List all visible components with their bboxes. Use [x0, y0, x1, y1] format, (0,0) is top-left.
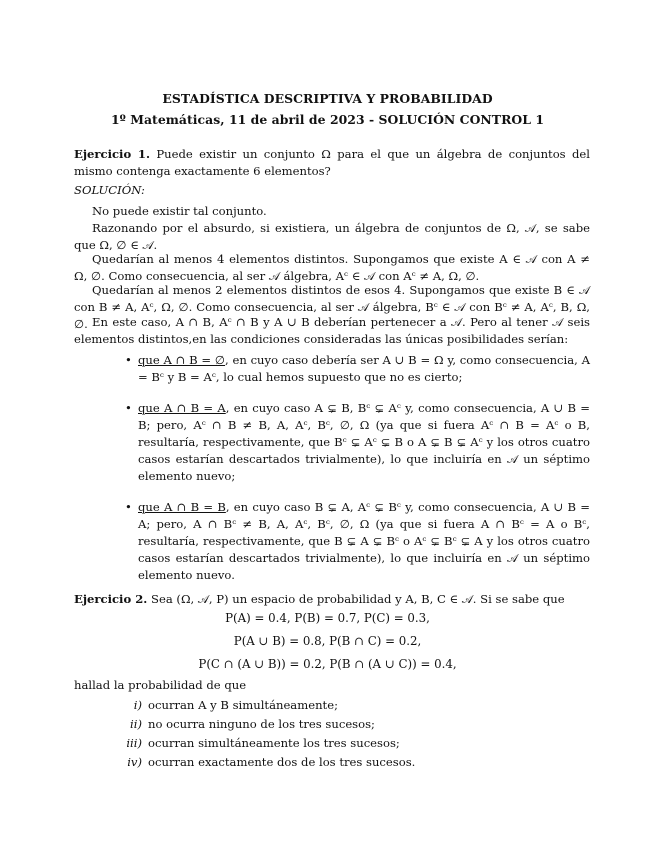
list-item: [110, 753, 590, 772]
solution-paragraph-1: No puede existir tal conjunto.: [92, 204, 267, 218]
item-number: ii): [130, 717, 142, 731]
case-text: , en cuyo caso B ⊊ A, Aᶜ ⊊ Bᶜ y, como consecuencia, A ∪ B = A; pero, A ∩ Bᶜ ≠ B, A, Aᶜ, Bᶜ, ∅, Ω (ya que si fuera A ∩ Bᶜ = A o Bᶜ, resultaría, respectivamente, que B ⊊ A ⊊ Bᶜ o Aᶜ ⊊ Bᶜ ⊊ A y los otros cuatro casos estarían descartados trivialmente), lo que incluiría en 𝒜 un séptimo elemento nuevo.: [138, 500, 590, 582]
case-text: , en cuyo caso debería ser A ∪ B = Ω y, como consecuencia, A = Bᶜ y B = Aᶜ, lo cual hemos supuesto que no es cierto;: [138, 353, 590, 384]
solution-paragraph-5: En este caso, A ∩ B, Aᶜ ∩ B y A ∪ B deberían pertenecer a 𝒜. Pero al tener 𝒜 seis elementos distintos,en las condiciones consideradas las únicas posibilidades serían:: [74, 315, 590, 346]
list-item: [110, 696, 590, 715]
list-item: [138, 499, 590, 584]
item-text: ocurran exactamente dos de los tres sucesos.: [148, 755, 416, 769]
case-condition: que A ∩ B = B: [138, 500, 226, 514]
exercise-1-label: Ejercicio 1.: [74, 147, 150, 161]
exercise-2-label: Ejercicio 2.: [74, 592, 148, 606]
case-condition: que A ∩ B = A: [138, 401, 226, 415]
list-item: [138, 400, 590, 485]
list-item: [110, 715, 590, 734]
item-number: iv): [127, 755, 142, 769]
item-text: ocurran simultáneamente los tres sucesos;: [148, 736, 400, 750]
list-item: [110, 734, 590, 753]
document-subtitle: 1º Matemáticas, 11 de abril de 2023 - SOLUCIÓN CONTROL 1: [110, 112, 545, 127]
equation-line-1: P(A) = 0.4, P(B) = 0.7, P(C) = 0.3,: [225, 611, 430, 625]
solution-paragraph-3: Quedarían al menos 4 elementos distintos. Supongamos que existe A ∈ 𝒜 con A ≠ Ω, ∅. Como consecuencia, al ser 𝒜 álgebra, Aᶜ ∈ 𝒜 con Aᶜ ≠ A, Ω, ∅.: [74, 252, 590, 283]
cases-list: [138, 352, 590, 598]
list-item: [138, 352, 590, 386]
item-text: ocurran A y B simultáneamente;: [148, 698, 338, 712]
document-title: ESTADÍSTICA DESCRIPTIVA Y PROBABILIDAD: [162, 91, 493, 106]
case-condition: que A ∩ B = ∅: [138, 353, 226, 367]
item-text: no ocurra ninguno de los tres sucesos;: [148, 717, 375, 731]
case-text: , en cuyo caso A ⊊ B, Bᶜ ⊊ Aᶜ y, como consecuencia, A ∪ B = B; pero, Aᶜ ∩ B ≠ B, A, Aᶜ, Bᶜ, ∅, Ω (ya que si fuera Aᶜ ∩ B = Aᶜ o B, resultaría, respectivamente, que Bᶜ ⊊ Aᶜ ⊊ B o A ⊊ B ⊊ Aᶜ y los otros cuatro casos estarían descartados trivialmente), lo que incluiría en 𝒜 un séptimo elemento nuevo;: [138, 401, 590, 483]
exercise-1-text: Puede existir un conjunto Ω para el que un álgebra de conjuntos del mismo contenga exactamente 6 elementos?: [74, 147, 590, 178]
solution-paragraph-4: Quedarían al menos 2 elementos distintos de esos 4. Supongamos que existe B ∈ 𝒜 con B ≠ A, Aᶜ, Ω, ∅. Como consecuencia, al ser 𝒜 álgebra, Bᶜ ∈ 𝒜 con Bᶜ ≠ A, Aᶜ, B, Ω, ∅.: [74, 283, 590, 331]
item-number: iii): [126, 736, 142, 750]
item-number: i): [133, 698, 142, 712]
exercise-2-statement: [74, 591, 590, 608]
exercise-2-lead: hallad la probabilidad de que: [74, 678, 247, 692]
questions-list: [110, 696, 590, 772]
equation-line-3: P(C ∩ (A ∪ B)) = 0.2, P(B ∩ (A ∪ C)) = 0.4,: [198, 657, 457, 671]
exercise-2-text: Sea (Ω, 𝒜, P) un espacio de probabilidad y A, B, C ∈ 𝒜. Si se sabe que: [151, 592, 565, 606]
equation-line-2: P(A ∪ B) = 0.8, P(B ∩ C) = 0.2,: [233, 634, 422, 648]
solution-paragraph-2: Razonando por el absurdo, si existiera, un álgebra de conjuntos de Ω, 𝒜, se sabe que Ω, ∅ ∈ 𝒜.: [74, 221, 590, 252]
exercise-1-statement: [74, 146, 590, 180]
solution-label: SOLUCIÓN:: [74, 183, 145, 197]
